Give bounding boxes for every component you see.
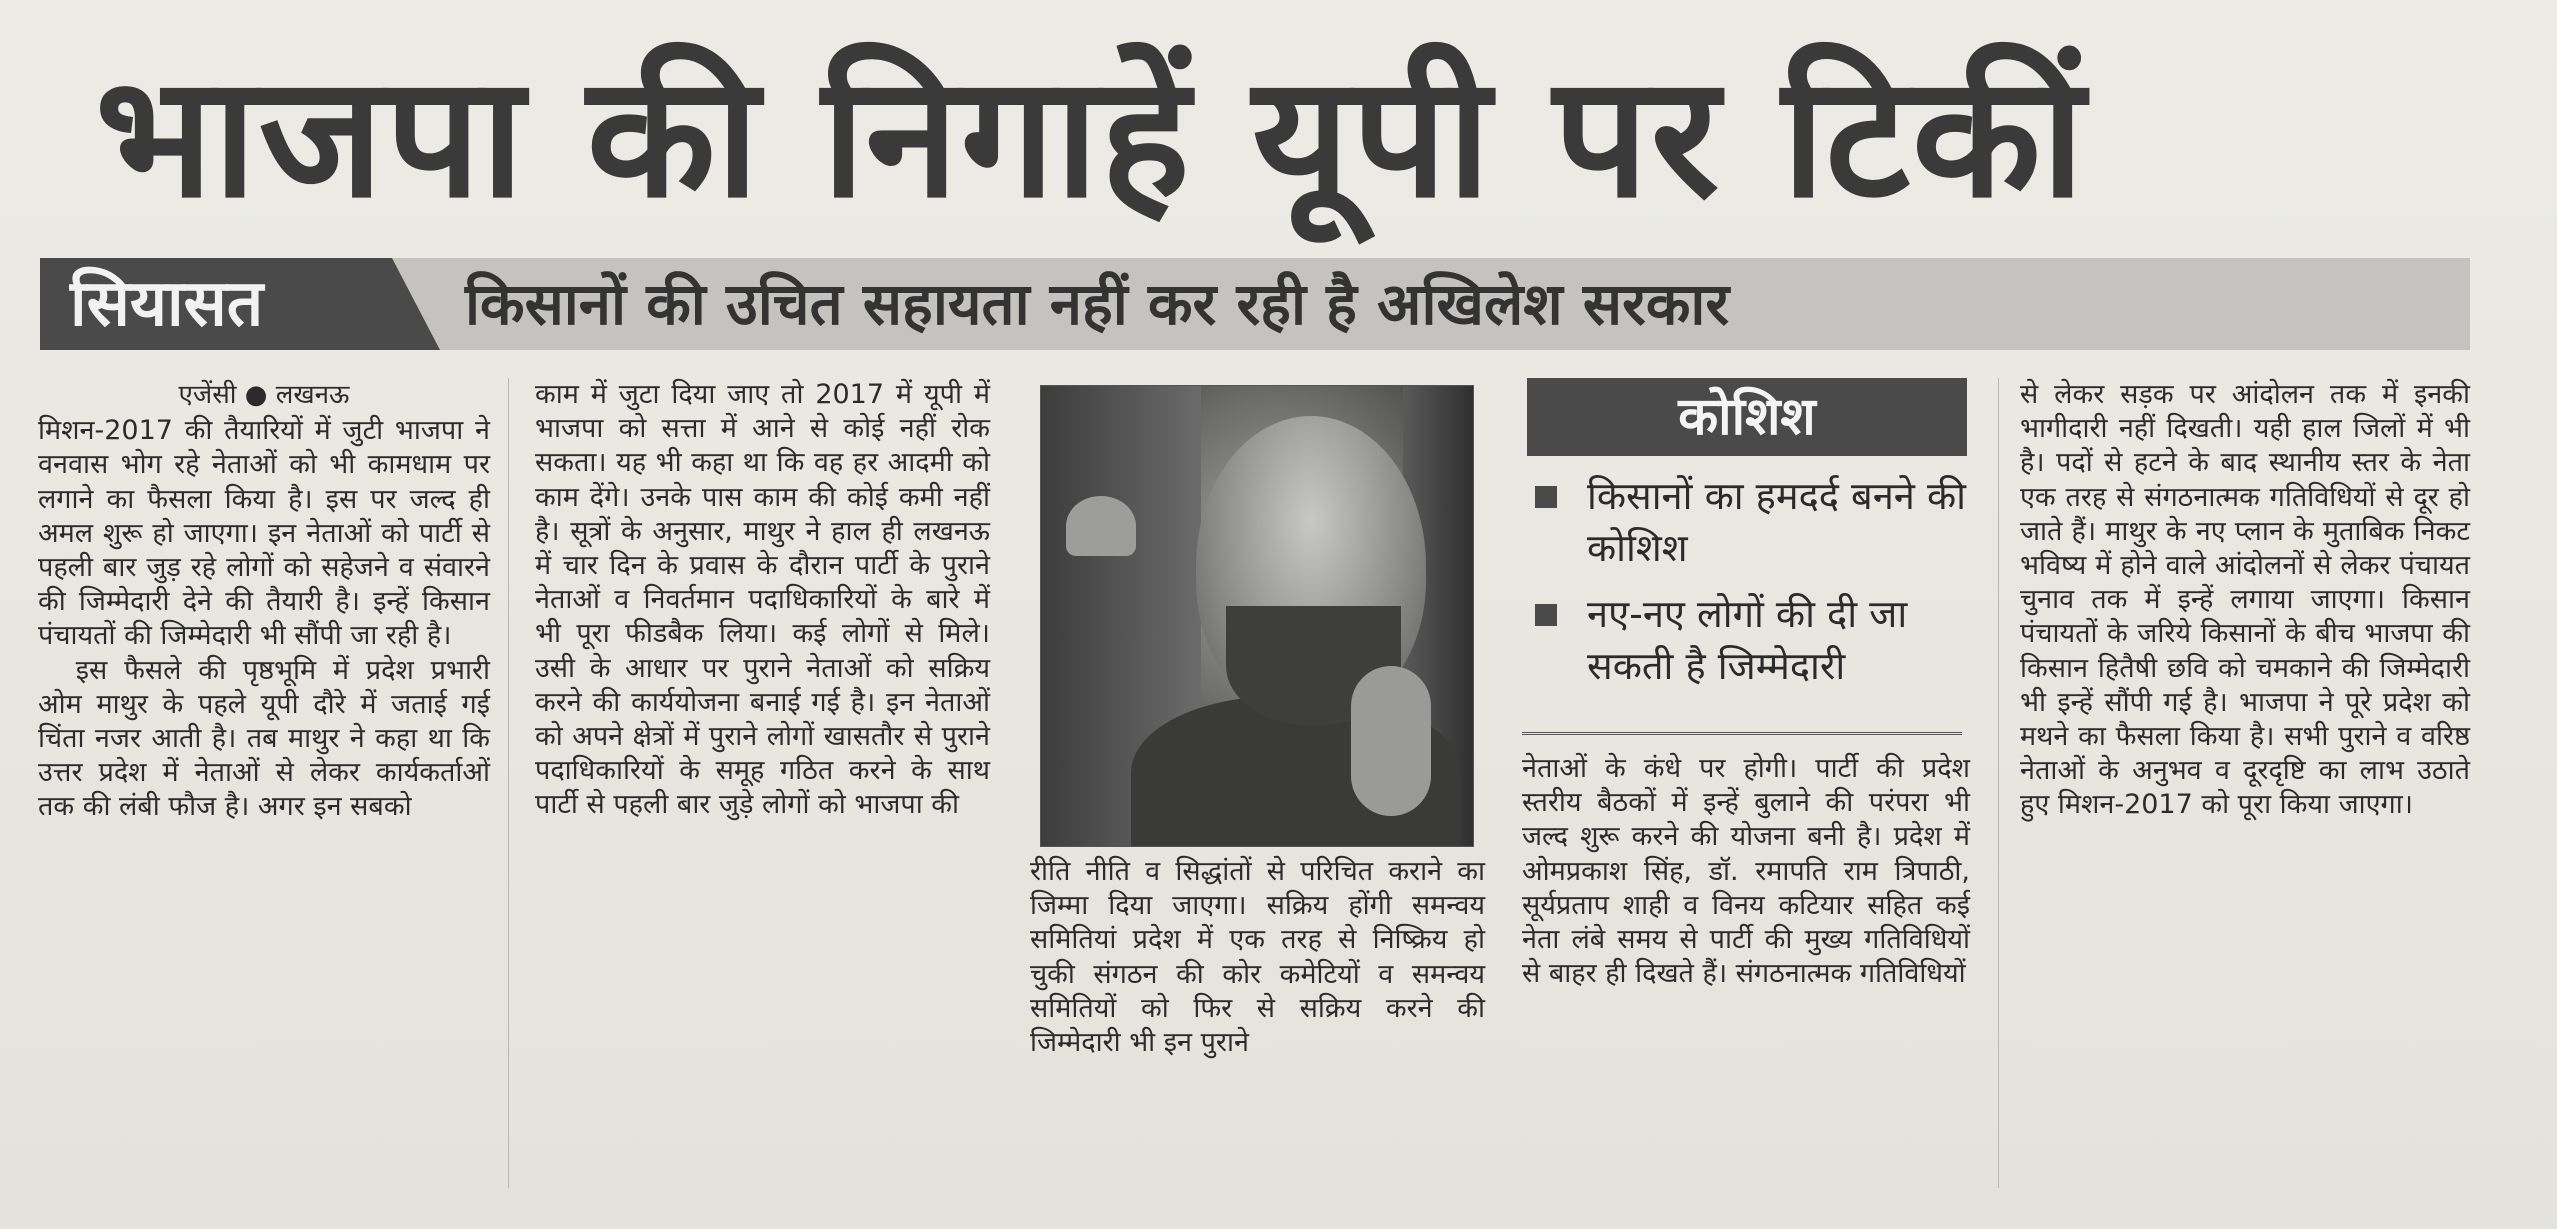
article-column-5: [2020, 378, 2470, 823]
sidebar-bullet: नए-नए लोगों की दी जा सकती है जिम्मेदारी: [1527, 588, 1977, 692]
column-2-text: काम में जुटा दिया जाए तो 2017 में यूपी में भाजपा को सत्ता में आने से कोई नहीं रोक सकता। यह भी कहा था कि वह हर आदमी को काम देंगे। उनके पास काम की कोई कमी नहीं है। सूत्रों के अनुसार, माथुर ने हाल ही लखनऊ में चार दिन के प्रवास के दौरान पार्टी के पुराने नेताओं व निवर्तमान पदाधिकारियों के बारे में भी पूरा फीडबैक लिया। कई लोगों से मिले। उसी के आधार पर पुराने नेताओं को सक्रिय करने की कार्ययोजना बनाई गई है। इन नेताओं को अपने क्षेत्रों में पुराने लोगों खासतौर से पुराने पदाधिकारियों के समूह गठित करने के साथ पार्टी से पहली बार जुड़े लोगों को भाजपा की: [535, 379, 990, 821]
sidebar-bullet: किसानों का हमदर्द बनने की कोशिश: [1527, 470, 1977, 574]
column-1-paragraph-1: मिशन-2017 की तैयारियों में जुटी भाजपा ने वनवास भोग रहे नेताओं को भी कामधाम पर लगाने का फैसला किया है। इस पर जल्द ही अमल शुरू हो जाएगा। इन नेताओं को पार्टी से पहली बार जुड़ रहे लोगों को सहेजने व संवारने की जिम्मेदारी देने की तैयारी है। इन्हें किसान पंचायतों की जिम्मेदारी भी सौंपी जा रही है।: [38, 415, 490, 652]
leader-photo: [1040, 385, 1474, 847]
article-column-1: [38, 378, 490, 825]
dateline: एजेंसी ● लखनऊ: [178, 380, 350, 410]
headline: भाजपा की निगाहें यूपी पर टिकीं: [95, 39, 2087, 235]
column-divider: [1998, 378, 1999, 1188]
column-4-text: नेताओं के कंधे पर होगी। पार्टी की प्रदेश स्तरीय बैठकों में इन्हें बुलाने की परंपरा भी जल्द शुरू करने की योजना बनी है। प्रदेश में ओमप्रकाश सिंह, डॉ. रमापति राम त्रिपाठी, सूर्यप्रताप शाही व विनय कटियार सहित कई नेता लंबे समय से पार्टी की मुख्य गतिविधियों से बाहर ही दिखते हैं। संगठनात्मक गतिविधियों: [1522, 753, 1970, 990]
sidebar-divider: [1522, 732, 1962, 735]
subheadline: किसानों की उचित सहायता नहीं कर रही है अखिलेश सरकार: [465, 270, 1730, 338]
article-column-3: [1030, 855, 1485, 1060]
section-tag: सियासत: [70, 267, 264, 341]
article-column-2: [535, 378, 990, 823]
sidebar-title: कोशिश: [1527, 378, 1967, 456]
article-column-4: [1522, 752, 1970, 991]
bullet-square-icon: [1535, 486, 1557, 508]
lotus-icon: [1066, 496, 1136, 556]
bullet-square-icon: [1535, 604, 1557, 626]
sidebar-bullets: [1527, 470, 1977, 706]
column-5-text: से लेकर सड़क पर आंदोलन तक में इनकी भागीदारी नहीं दिखती। यही हाल जिलों में भी है। पदों से हटने के बाद स्थानीय स्तर के नेता एक तरह से संगठनात्मक गतिविधियों से दूर हो जाते हैं। माथुर के नए प्लान के मुताबिक निकट भविष्य में होने वाले आंदोलनों से लेकर पंचायत चुनाव तक में इन्हें लगाया जाएगा। किसान पंचायतों के जरिये किसानों के बीच भाजपा की किसान हितैषी छवि को चमकाने की जिम्मेदारी भी इन्हें सौंपी गई है। भाजपा ने पूरे प्रदेश को मथने का फैसला किया है। सभी पुराने व वरिष्ठ नेताओं के अनुभव व दूरदृष्टि का लाभ उठाते हुए मिशन-2017 को पूरा किया जाएगा।: [2020, 379, 2470, 821]
column-3-text: रीति नीति व सिद्धांतों से परिचित कराने का जिम्मा दिया जाएगा। सक्रिय होंगी समन्वय समितियां प्रदेश में एक तरह से निष्क्रिय हो चुकी संगठन की कोर कमेटियों व समन्वय समितियों को फिर से सक्रिय करने की जिम्मेदारी भी इन पुराने: [1030, 856, 1485, 1059]
column-1-paragraph-2: इस फैसले की पृष्ठभूमि में प्रदेश प्रभारी ओम माथुर के पहले यूपी दौरे में जताई गई चिंता नजर आती है। तब माथुर ने कहा था कि उत्तर प्रदेश में नेताओं से लेकर कार्यकर्ताओं तक की लंबी फौज है। अगर इन सबको: [38, 654, 490, 823]
column-divider: [508, 378, 509, 1188]
